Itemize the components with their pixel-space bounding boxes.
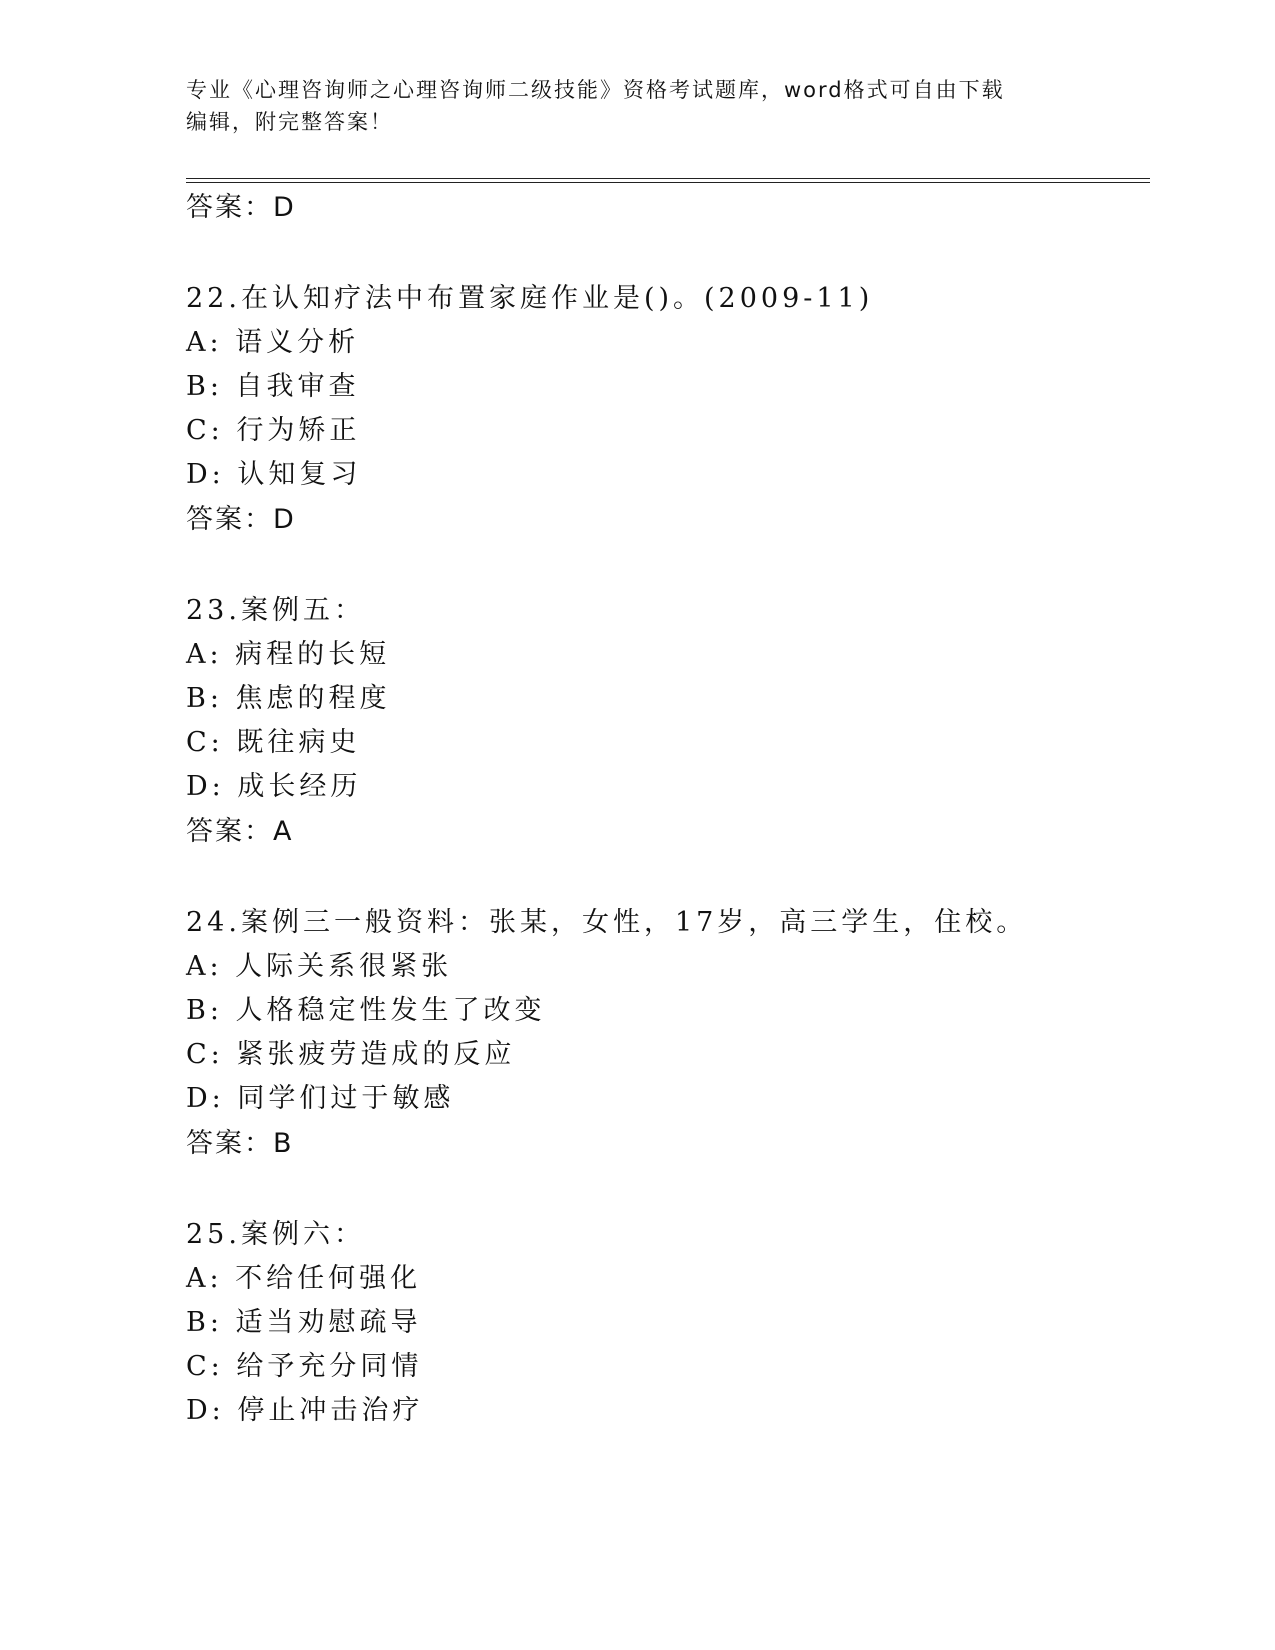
answer-line: 答案：B	[186, 1128, 294, 1159]
option-c: C: 行为矫正	[186, 415, 361, 446]
option-c: C: 既往病史	[186, 727, 361, 758]
answer-line: 答案：A	[186, 816, 294, 847]
option-d: D: 成长经历	[186, 771, 362, 802]
header-double-rule	[186, 178, 1150, 183]
option-a: A: 不给任何强化	[186, 1263, 422, 1294]
option-b: B: 适当劝慰疏导	[186, 1307, 422, 1338]
option-b: B: 焦虑的程度	[186, 683, 391, 714]
answer-line: 答案：D	[186, 192, 296, 223]
option-c: C: 给予充分同情	[186, 1351, 423, 1382]
option-d: D: 认知复习	[186, 459, 362, 490]
option-d: D: 停止冲击治疗	[186, 1395, 424, 1426]
question-stem-22: 22.在认知疗法中布置家庭作业是()。(2009-11)	[186, 283, 874, 314]
answer-line: 答案：D	[186, 504, 296, 535]
question-stem-24: 24.案例三一般资料：张某，女性，17岁，高三学生，住校。	[186, 907, 1028, 938]
option-c: C: 紧张疲劳造成的反应	[186, 1039, 516, 1070]
option-a: A: 人际关系很紧张	[186, 951, 453, 982]
option-a: A: 语义分析	[186, 327, 360, 358]
question-stem-23: 23.案例五：	[186, 595, 365, 626]
option-b: B: 人格稳定性发生了改变	[186, 995, 546, 1026]
option-a: A: 病程的长短	[186, 639, 391, 670]
option-b: B: 自我审查	[186, 371, 360, 402]
header-line-1: 专业《心理咨询师之心理咨询师二级技能》资格考试题库，word格式可自由下载	[186, 78, 1005, 102]
option-d: D: 同学们过于敏感	[186, 1083, 455, 1114]
document-header	[186, 74, 1066, 138]
header-line-2: 编辑，附完整答案！	[186, 110, 393, 134]
question-stem-25: 25.案例六：	[186, 1219, 365, 1250]
